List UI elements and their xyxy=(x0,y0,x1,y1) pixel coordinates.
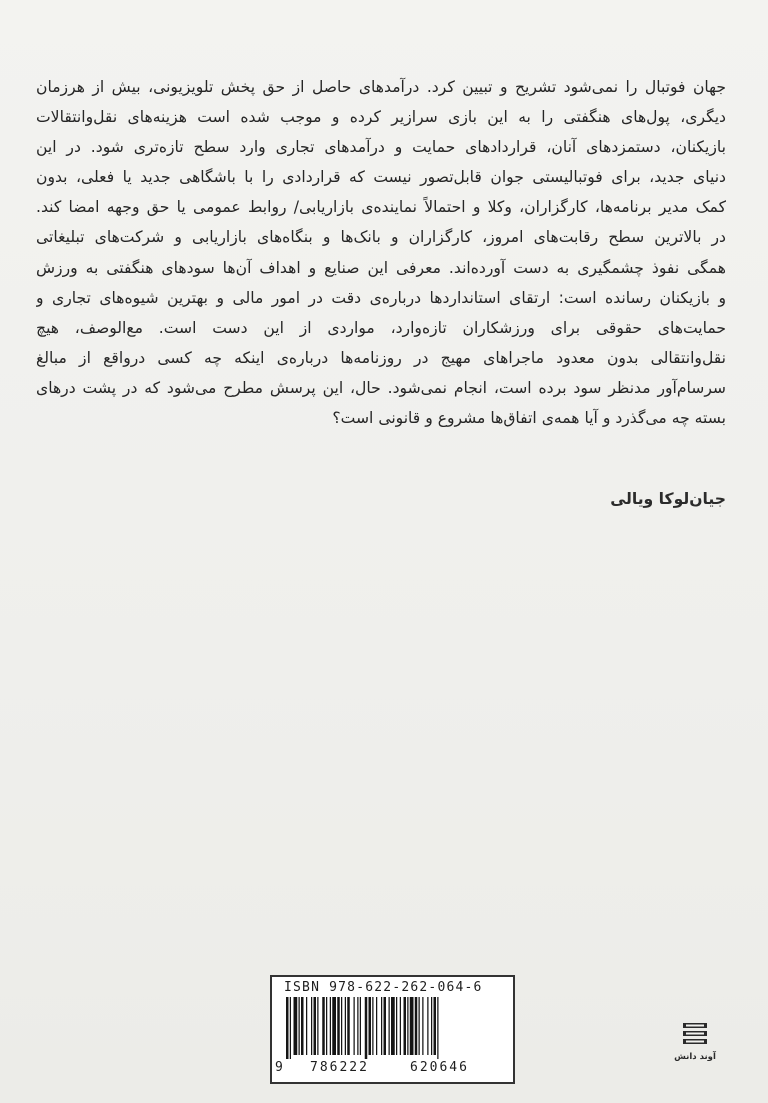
author-signature: جیان‌لوکا ویالی xyxy=(610,490,726,508)
blurb-line: سرسام‌آور مدنظر سود برده است، انجام نمی‌شود. حال، این پرسش مطرح می‌شود که در پشت درهای xyxy=(36,378,726,397)
blurb-line: جهان فوتبال را نمی‌شود تشریح و تبیین کرد. درآمدهای حاصل از حق پخش تلویزیونی، بیش از هرزمان xyxy=(36,78,726,96)
blurb-line: دنیای جدید، برای فوتبالیستی جوان قابل‌تصور نیست که قراردادی را با باشگاهی جدید یا فعلی، بدون xyxy=(36,168,726,187)
isbn-label: ISBN 978-622-262-064-6 xyxy=(284,980,483,995)
blurb-text xyxy=(36,72,726,433)
isbn-barcode xyxy=(270,975,515,1084)
publisher-mark xyxy=(669,1020,721,1080)
barcode-digit-group-left: 786222 xyxy=(310,1060,369,1075)
barcode-bars-icon xyxy=(286,997,500,1059)
barcode-digit-group-right: 620646 xyxy=(410,1060,469,1075)
blurb-line: و بازیکنان رسانده است: ارتقای استانداردها درباره‌ی دقت در امور مالی و بهترین شیوه‌های تجاری و xyxy=(36,288,726,307)
blurb-line: همگی نفوذ چشمگیری به دست آورده‌اند. معرفی این صنایع و اهداف آن‌ها سودهای هنگفتی به ورزش xyxy=(36,258,726,277)
barcode-lead-digit: 9 xyxy=(275,1060,283,1075)
publisher-name: آوند دانش xyxy=(674,1052,716,1062)
blurb-line: دیگری، پول‌های هنگفتی را به این بازی سرازیر کرده و موجب شده است هزینه‌های نقل‌وانتقالات xyxy=(36,108,726,127)
blurb-line: در بالاترین سطح رقابت‌های امروز، کارگزاران و بانک‌ها و بنگاه‌های بازاریابی و شرکت‌های تبلیغاتی xyxy=(36,228,726,247)
blurb-line: بسته چه می‌گذرد و آیا همه‌ی اتفاق‌ها مشروع و قانونی است؟ xyxy=(332,409,726,428)
blurb-line: کمک مدیر برنامه‌ها، کارگزاران، وکلا و احتمالاً نماینده‌ی بازاریابی/ روابط عمومی یا حق وجهه امضا کند. xyxy=(36,198,726,217)
blurb-line: حمایت‌های حقوقی برای ورزشکاران تازه‌وارد، مواردی از این دست است. مع‌الوصف، هیچ xyxy=(36,318,726,337)
blurb-line: بازیکنان، دستمزدهای آنان، قراردادهای حمایت و درآمدهای تجاری وارد سطح تازه‌تری شود. در این xyxy=(36,138,726,157)
stacked-books-icon xyxy=(681,1020,709,1048)
blurb-line: نقل‌وانتقالی بدون معدود ماجراهای مهیج در روزنامه‌ها درباره‌ی اینکه چه کسی درواقع از مبالغ xyxy=(36,348,726,367)
